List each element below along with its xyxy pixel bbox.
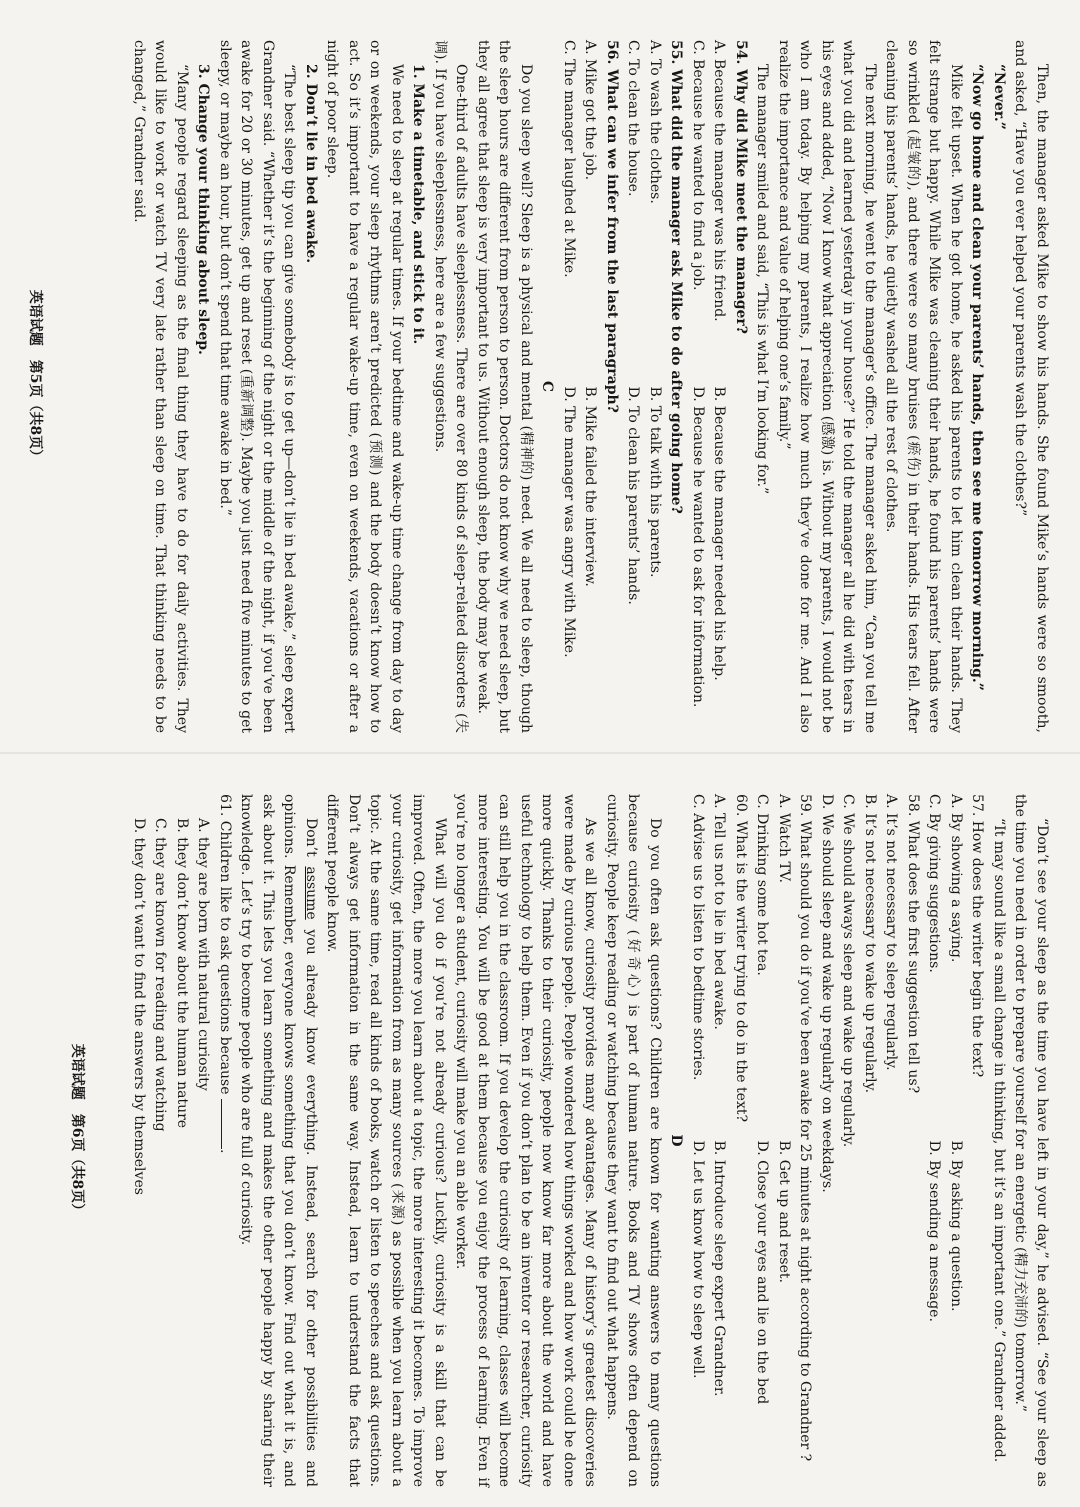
answer-blank <box>221 1099 222 1149</box>
paragraph: “It may sound like a small change in thinking, but it’s an important one.” Grandner added. <box>991 818 1007 1463</box>
option-b[interactable]: B. Introduce sleep expert Grandner. <box>711 1140 728 1397</box>
page-6 <box>0 754 1080 1507</box>
question-55-options <box>622 40 644 733</box>
option-c[interactable]: C. Because he wanted to find a job. <box>690 40 706 291</box>
question-54-stem: 54. Why did Mike meet the manager? <box>733 40 749 335</box>
tip-3-title: 3. Change your thinking about sleep. <box>195 64 212 355</box>
paragraph: As we all know, curiosity provides many advantages. Many of history’s greatest discoveries were made by curious people. People wondered how things worked and how work could be done more quickly. Thanks to their curiosity, people now know far more about the world and have useful technology to help them. Even if you don’t plan to be an inventor or researcher, curiosity can still help you in the classroom. If you develop the curiosity of learning, classes will become more interesting. You will be good at them because you enjoy the process of learning. Even if you’re no longer a student, curiosity will make you an able worker. <box>453 794 599 1487</box>
option-d[interactable]: D. By sending a message. <box>926 1140 943 1322</box>
underlined-word: assume <box>303 866 319 920</box>
option-c[interactable]: C. The manager laughed at Mike. <box>561 40 577 278</box>
option-c[interactable]: C. Drinking some hot tea. <box>754 794 771 976</box>
question-60-options <box>708 794 730 1487</box>
question-59-stem: 59. What should you do if you’ve been awake for 25 minutes at night according to Grandner ? <box>797 794 814 1462</box>
page-5-content <box>128 40 1053 733</box>
option-b[interactable]: B. To talk with his parents. <box>647 386 663 578</box>
paragraph: “Don’t see your sleep as the time you have left in your day,” he advised. “See your sleep as the time you need in order to prepare yourself for an energetic (精力充沛的) tomorrow.” <box>1012 794 1050 1487</box>
option-c[interactable]: C. By giving suggestions. <box>926 794 943 973</box>
tip-1-title: 1. Make a timetable, and stick to it. <box>410 64 427 345</box>
option-a[interactable]: A. Mike got the job. <box>582 40 599 181</box>
question-61-end: . <box>217 1148 233 1154</box>
page-6-content <box>128 794 1053 1487</box>
paragraph: “The best sleep tip you can give somebody is to get up—don’t lie in bed awake,” sleep expert Grandner said. “Whether it’s the beginning of the night or the middle of the night, if you’ve been awake for 20 or 30 minutes, get up and reset (重新调整). Maybe you just need five minutes to get sleepy, or maybe an hour, but don’t spend that time awake in bed.” <box>217 40 298 733</box>
paragraph: Then, the manager asked Mike to show his hands. She found Mike’s hands were so smooth, and asked, “Have you ever helped your parents wash the clothes?” <box>1012 40 1050 733</box>
option-c[interactable]: C. We should always sleep and wake up regularly. <box>840 794 857 1148</box>
option-b[interactable]: B. Because the manager needed his help. <box>711 386 728 681</box>
option-a[interactable]: A. Watch TV. <box>776 794 792 883</box>
question-61-stem <box>214 794 236 1487</box>
text-run: Don’t <box>303 818 319 867</box>
question-56-stem: 56. What can we infer from the last paragraph? <box>604 40 620 413</box>
question-54-options <box>708 40 730 733</box>
option-b[interactable]: B. It’s not necessary to wake up regularly. <box>862 794 878 1094</box>
option-a[interactable]: A. By showing a saying. <box>948 794 964 963</box>
option-a[interactable]: A. they are born with natural curiosity <box>195 818 212 1091</box>
option-a[interactable]: A. It’s not necessary to sleep regularly. <box>883 794 900 1071</box>
page-footer: 英语试题 第5页（共8页） <box>27 289 43 464</box>
paragraph: Do you sleep well? Sleep is a physical and mental (精神的) need. We all need to sleep, though the sleep hours are different from person to person. Doctors do not know why we need sleep, but they all agree that sleep is very important to us. Without enough sleep, the body may be weak. <box>475 40 534 733</box>
paragraph: The next morning, he went to the manager’s office. The manager asked him, “Can you tell me what you did and learned yesterday in your house?” He told the manager all he did with tears in his eyes and added, “Now I know what appreciation (感激) is. Without my parents, I would not be who I am today. By helping my parents, I realize how much they’ve done for me. And I also realize the importance and value of helping one’s family.” <box>776 40 878 733</box>
paragraph <box>235 794 321 1487</box>
paragraph: One-third of adults have sleeplessness. There are over 80 kinds of sleep-related disorders (失调). If you have sleeplessness, here are a few suggestions. <box>432 40 470 733</box>
paragraph: We need to sleep at regular times. If your bedtime and wake-up time change from day to day or on weekends, your sleep rhythms aren’t predicted (预测) and the body doesn’t know how to act. So it’s important to have a regular wake-up time, even on weekends, vacations or after a night of poor sleep. <box>324 40 405 733</box>
option-c[interactable]: C. they are known for reading and watching <box>152 818 169 1132</box>
question-57-options <box>945 794 967 1487</box>
question-57-options <box>923 794 945 1487</box>
option-d[interactable]: D. The manager was angry with Mike. <box>561 386 577 658</box>
paragraph: “Many people regard sleeping as the final thing they have to do for daily activities. They would like to work or watch TV very late rather than sleep on time. That thinking needs to be changed,” Grandner said. <box>131 40 190 733</box>
section-c-heading: C <box>539 380 556 393</box>
question-57-stem: 57. How does the writer begin the text? <box>969 794 986 1078</box>
paragraph: What will you do if you’re not already curious? Luckily, curiosity is a skill that can be improved. Often, the more you learn about a topic, the more interesting it becomes. To improve your curiosity, get information from as many sources (来源) as possible when you learn about a topic. At the same time, read all kinds of books, watch or listen to speeches and ask questions. Don’t always get information in the same way. Instead, learn to understand the facts that different people know. <box>324 794 448 1487</box>
paragraph: Do you often ask questions? Children are known for wanting answers to many questions because curiosity (好奇心) is part of human nature. Books and TV shows often depend on curiosity. People keep reading or watching because they want to find out what happens. <box>604 794 663 1487</box>
page-5 <box>0 0 1080 753</box>
option-a[interactable]: A. Because the manager was his friend. <box>711 40 728 322</box>
option-c[interactable]: C. Advise us to listen to bedtime stories. <box>690 794 706 1081</box>
option-a[interactable]: A. To wash the clothes. <box>647 40 663 204</box>
option-c[interactable]: C. To clean the house. <box>625 40 642 197</box>
paragraph: “Never.” <box>991 64 1007 130</box>
question-59-options <box>773 794 795 1487</box>
question-54-options <box>687 40 709 733</box>
option-b[interactable]: B. By asking a question. <box>948 1140 964 1312</box>
option-d[interactable]: D. Let us know how to sleep well. <box>690 1140 706 1379</box>
paragraph: “Now go home and clean your parents’ hands, then see me tomorrow morning.” <box>969 64 986 691</box>
page-footer: 英语试题 第6页（共8页） <box>69 1043 85 1218</box>
option-d[interactable]: D. Because he wanted to ask for information. <box>690 386 706 708</box>
question-56-options <box>579 40 601 733</box>
option-d[interactable]: D. We should sleep and wake up regularly on weekdays. <box>819 794 835 1193</box>
option-d[interactable]: D. they don’t want to find the answers by themselves <box>131 818 147 1195</box>
paragraph: The manager smiled and said, “This is what I’m looking for.” <box>754 64 771 495</box>
question-58-stem: 58. What does the first suggestion tell us? <box>905 794 921 1094</box>
question-60-options <box>687 794 709 1487</box>
question-55-stem: 55. What did the manager ask Mike to do after going home? <box>668 40 685 514</box>
option-a[interactable]: A. Tell us not to lie in bed awake. <box>711 794 728 1030</box>
paragraph: Mike felt upset. When he got home, he asked his parents to let him clean their hands. They felt strange but happy. While Mike was cleaning their hands, he found his parents’ hands were so wrinkled (起皱的), and there were so many bruises (瘀伤) in their hands. His tears fell. After cleaning his parents’ hands, he quietly washed all the rest of clothes. <box>883 40 964 733</box>
option-d[interactable]: D. Close your eyes and lie on the bed <box>754 1140 771 1405</box>
question-55-options <box>644 40 666 733</box>
option-b[interactable]: B. Get up and reset. <box>776 1140 792 1283</box>
text-run: you already know everything. Instead, search for other possibilities and opinions. Remember, everyone knows something that you don’t know. Find out what it is, and ask about it. This lets you learn something and makes the other people happy by sharing their knowledge. Let’s try to become people who are full of curiosity. <box>238 794 319 1487</box>
section-d-heading: D <box>668 1134 685 1147</box>
option-b[interactable]: B. Mike failed the interview. <box>582 386 599 587</box>
option-d[interactable]: D. To clean his parents’ hands. <box>625 386 642 605</box>
option-b[interactable]: B. they don’t know about the human nature <box>174 818 190 1129</box>
question-59-options <box>751 794 773 1487</box>
question-60-stem: 60. What is the writer trying to do in the text? <box>733 794 749 1122</box>
tip-2-title: 2. Don’t lie in bed awake. <box>303 64 319 264</box>
question-61-text: 61. Children like to ask questions because <box>217 794 233 1095</box>
question-56-options <box>558 40 580 733</box>
